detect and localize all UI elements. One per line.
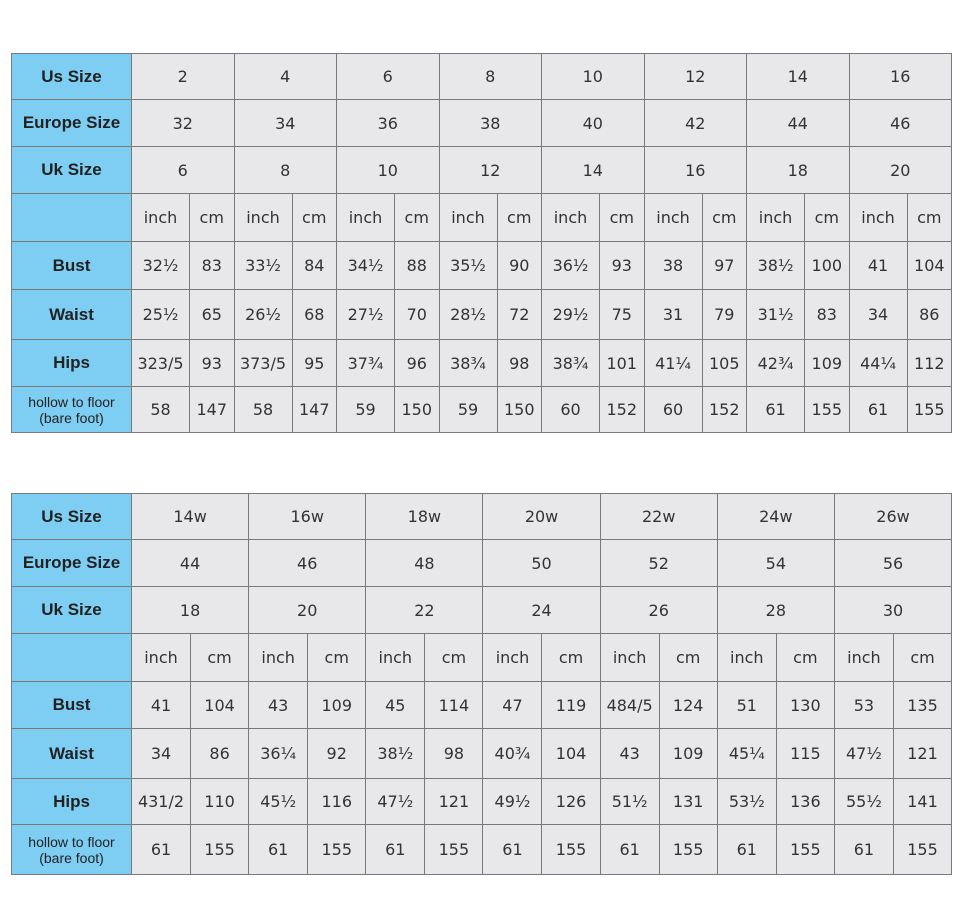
bust-inch: 484/5 (600, 682, 659, 729)
hips-label: Hips (12, 779, 132, 825)
unit-cm: cm (542, 634, 600, 682)
unit-inch: inch (747, 194, 805, 242)
hips-inch: 53½ (717, 779, 776, 825)
waist-inch: 40¾ (483, 729, 542, 779)
unit-inch: inch (834, 634, 893, 682)
hollow-to-floor-cm: 155 (907, 387, 952, 433)
bust-inch: 34½ (337, 242, 395, 290)
hips-inch: 431/2 (132, 779, 191, 825)
waist-inch: 25½ (132, 290, 190, 340)
bust-label: Bust (12, 242, 132, 290)
waist-inch: 29½ (542, 290, 600, 340)
us-size-value: 26w (834, 494, 951, 540)
waist-inch: 34 (132, 729, 191, 779)
unit-inch: inch (132, 194, 190, 242)
waist-inch: 26½ (234, 290, 292, 340)
waist-inch: 36¼ (249, 729, 308, 779)
bust-inch: 41 (132, 682, 191, 729)
waist-cm: 86 (191, 729, 249, 779)
unit-inch: inch (337, 194, 395, 242)
bust-row (12, 682, 952, 729)
bust-cm: 97 (702, 242, 747, 290)
bust-cm: 88 (395, 242, 440, 290)
waist-inch: 47½ (834, 729, 893, 779)
unit-cm: cm (600, 194, 645, 242)
uk-size-label: Uk Size (12, 587, 132, 634)
hips-inch: 47½ (366, 779, 425, 825)
unit-label (12, 194, 132, 242)
hollow-to-floor-inch: 61 (483, 825, 542, 875)
bust-cm: 124 (659, 682, 717, 729)
bust-inch: 51 (717, 682, 776, 729)
europe-size-row (12, 540, 952, 587)
waist-cm: 98 (425, 729, 483, 779)
us-size-value: 22w (600, 494, 717, 540)
hips-inch: 45½ (249, 779, 308, 825)
uk-size-value: 16 (644, 147, 747, 194)
waist-inch: 45¼ (717, 729, 776, 779)
hollow-to-floor-row (12, 825, 952, 875)
hips-inch: 55½ (834, 779, 893, 825)
europe-size-value: 52 (600, 540, 717, 587)
uk-size-value: 10 (337, 147, 440, 194)
hollow-to-floor-cm: 155 (659, 825, 717, 875)
us-size-row (12, 494, 952, 540)
europe-size-value: 50 (483, 540, 600, 587)
hollow-to-floor-cm: 147 (292, 387, 337, 433)
waist-cm: 70 (395, 290, 440, 340)
unit-cm: cm (702, 194, 747, 242)
hollow-to-floor-cm: 147 (190, 387, 235, 433)
hollow-to-floor-inch: 61 (834, 825, 893, 875)
unit-inch: inch (483, 634, 542, 682)
bust-inch: 33½ (234, 242, 292, 290)
waist-cm: 83 (805, 290, 850, 340)
hips-cm: 101 (600, 340, 645, 387)
hollow-to-floor-row (12, 387, 952, 433)
hollow-to-floor-cm: 152 (600, 387, 645, 433)
waist-inch: 28½ (439, 290, 497, 340)
hollow-to-floor-inch: 61 (132, 825, 191, 875)
hollow-to-floor-cm: 155 (893, 825, 951, 875)
bust-cm: 104 (191, 682, 249, 729)
hips-inch: 373/5 (234, 340, 292, 387)
uk-size-label: Uk Size (12, 147, 132, 194)
waist-inch: 31 (644, 290, 702, 340)
hips-inch: 42¾ (747, 340, 805, 387)
hips-cm: 105 (702, 340, 747, 387)
us-size-value: 24w (717, 494, 834, 540)
hollow-to-floor-inch: 60 (542, 387, 600, 433)
hollow-to-floor-inch: 61 (249, 825, 308, 875)
hips-cm: 93 (190, 340, 235, 387)
waist-cm: 68 (292, 290, 337, 340)
bust-inch: 35½ (439, 242, 497, 290)
europe-size-value: 34 (234, 100, 337, 147)
bust-inch: 43 (249, 682, 308, 729)
hips-cm: 98 (497, 340, 542, 387)
unit-cm: cm (191, 634, 249, 682)
waist-cm: 75 (600, 290, 645, 340)
us-size-value: 8 (439, 54, 542, 100)
waist-cm: 121 (893, 729, 951, 779)
unit-inch: inch (717, 634, 776, 682)
bust-inch: 36½ (542, 242, 600, 290)
europe-size-value: 32 (132, 100, 235, 147)
hips-cm: 110 (191, 779, 249, 825)
uk-size-value: 8 (234, 147, 337, 194)
europe-size-label: Europe Size (12, 100, 132, 147)
us-size-value: 2 (132, 54, 235, 100)
hips-inch: 38¾ (439, 340, 497, 387)
us-size-value: 10 (542, 54, 645, 100)
hollow-to-floor-cm: 155 (308, 825, 366, 875)
hollow-to-floor-cm: 150 (497, 387, 542, 433)
us-size-label: Us Size (12, 54, 132, 100)
bust-cm: 93 (600, 242, 645, 290)
hollow-to-floor-inch: 59 (337, 387, 395, 433)
uk-size-value: 20 (249, 587, 366, 634)
waist-cm: 92 (308, 729, 366, 779)
unit-label (12, 634, 132, 682)
uk-size-value: 6 (132, 147, 235, 194)
hollow-to-floor-cm: 150 (395, 387, 440, 433)
bust-cm: 135 (893, 682, 951, 729)
unit-cm: cm (190, 194, 235, 242)
us-size-value: 16w (249, 494, 366, 540)
us-size-value: 14w (132, 494, 249, 540)
bust-cm: 104 (907, 242, 952, 290)
uk-size-value: 28 (717, 587, 834, 634)
europe-size-value: 54 (717, 540, 834, 587)
bust-cm: 114 (425, 682, 483, 729)
waist-inch: 27½ (337, 290, 395, 340)
unit-row (12, 194, 952, 242)
waist-row (12, 729, 952, 779)
waist-cm: 72 (497, 290, 542, 340)
uk-size-value: 24 (483, 587, 600, 634)
bust-inch: 45 (366, 682, 425, 729)
hips-row (12, 340, 952, 387)
unit-cm: cm (907, 194, 952, 242)
bust-inch: 38½ (747, 242, 805, 290)
unit-cm: cm (497, 194, 542, 242)
waist-cm: 79 (702, 290, 747, 340)
europe-size-label: Europe Size (12, 540, 132, 587)
uk-size-value: 30 (834, 587, 951, 634)
hollow-to-floor-cm: 155 (542, 825, 600, 875)
hips-inch: 44¼ (849, 340, 907, 387)
unit-inch: inch (542, 194, 600, 242)
hips-cm: 116 (308, 779, 366, 825)
us-size-value: 6 (337, 54, 440, 100)
hips-inch: 41¼ (644, 340, 702, 387)
hips-cm: 121 (425, 779, 483, 825)
hollow-to-floor-inch: 59 (439, 387, 497, 433)
waist-cm: 109 (659, 729, 717, 779)
hips-cm: 131 (659, 779, 717, 825)
uk-size-value: 12 (439, 147, 542, 194)
hips-inch: 38¾ (542, 340, 600, 387)
unit-inch: inch (234, 194, 292, 242)
unit-cm: cm (805, 194, 850, 242)
bust-inch: 38 (644, 242, 702, 290)
uk-size-value: 20 (849, 147, 952, 194)
europe-size-value: 42 (644, 100, 747, 147)
europe-size-row (12, 100, 952, 147)
waist-label: Waist (12, 290, 132, 340)
hips-inch: 51½ (600, 779, 659, 825)
hollow-label-line2: (bare foot) (39, 409, 104, 426)
hollow-to-floor-label (12, 825, 132, 875)
hollow-to-floor-cm: 155 (191, 825, 249, 875)
hollow-label-line2: (bare foot) (39, 849, 104, 866)
uk-size-value: 26 (600, 587, 717, 634)
bust-row (12, 242, 952, 290)
us-size-value: 20w (483, 494, 600, 540)
waist-inch: 38½ (366, 729, 425, 779)
bust-cm: 130 (776, 682, 834, 729)
us-size-value: 12 (644, 54, 747, 100)
hollow-to-floor-cm: 155 (425, 825, 483, 875)
bust-cm: 90 (497, 242, 542, 290)
bust-inch: 41 (849, 242, 907, 290)
europe-size-value: 44 (747, 100, 850, 147)
hips-cm: 136 (776, 779, 834, 825)
bust-inch: 32½ (132, 242, 190, 290)
hollow-label-line1: hollow to floor (28, 393, 115, 410)
plus-size-chart (11, 493, 952, 875)
hips-cm: 112 (907, 340, 952, 387)
europe-size-value: 44 (132, 540, 249, 587)
bust-cm: 84 (292, 242, 337, 290)
europe-size-value: 46 (249, 540, 366, 587)
hollow-label-line1: hollow to floor (28, 833, 115, 850)
unit-inch: inch (132, 634, 191, 682)
europe-size-value: 40 (542, 100, 645, 147)
waist-cm: 65 (190, 290, 235, 340)
unit-cm: cm (893, 634, 951, 682)
us-size-row (12, 54, 952, 100)
unit-inch: inch (849, 194, 907, 242)
us-size-label: Us Size (12, 494, 132, 540)
waist-inch: 34 (849, 290, 907, 340)
unit-cm: cm (292, 194, 337, 242)
unit-cm: cm (425, 634, 483, 682)
waist-row (12, 290, 952, 340)
waist-inch: 43 (600, 729, 659, 779)
unit-row (12, 634, 952, 682)
hollow-to-floor-inch: 61 (366, 825, 425, 875)
standard-size-chart (11, 53, 952, 433)
unit-cm: cm (776, 634, 834, 682)
uk-size-row (12, 587, 952, 634)
hollow-to-floor-inch: 58 (234, 387, 292, 433)
hollow-to-floor-cm: 155 (805, 387, 850, 433)
hollow-to-floor-inch: 61 (849, 387, 907, 433)
europe-size-value: 48 (366, 540, 483, 587)
hollow-to-floor-inch: 58 (132, 387, 190, 433)
hips-inch: 323/5 (132, 340, 190, 387)
unit-inch: inch (644, 194, 702, 242)
unit-cm: cm (395, 194, 440, 242)
us-size-value: 14 (747, 54, 850, 100)
bust-cm: 119 (542, 682, 600, 729)
hollow-to-floor-cm: 155 (776, 825, 834, 875)
uk-size-value: 18 (747, 147, 850, 194)
unit-inch: inch (249, 634, 308, 682)
us-size-value: 18w (366, 494, 483, 540)
hips-row (12, 779, 952, 825)
hips-inch: 37¾ (337, 340, 395, 387)
bust-cm: 83 (190, 242, 235, 290)
hips-cm: 95 (292, 340, 337, 387)
europe-size-value: 56 (834, 540, 951, 587)
unit-inch: inch (366, 634, 425, 682)
bust-inch: 53 (834, 682, 893, 729)
bust-cm: 100 (805, 242, 850, 290)
us-size-value: 16 (849, 54, 952, 100)
hips-cm: 126 (542, 779, 600, 825)
waist-cm: 115 (776, 729, 834, 779)
waist-cm: 86 (907, 290, 952, 340)
europe-size-value: 38 (439, 100, 542, 147)
unit-cm: cm (308, 634, 366, 682)
hips-cm: 109 (805, 340, 850, 387)
waist-cm: 104 (542, 729, 600, 779)
hips-cm: 96 (395, 340, 440, 387)
uk-size-value: 22 (366, 587, 483, 634)
bust-inch: 47 (483, 682, 542, 729)
hollow-to-floor-inch: 61 (717, 825, 776, 875)
waist-label: Waist (12, 729, 132, 779)
unit-inch: inch (439, 194, 497, 242)
bust-label: Bust (12, 682, 132, 729)
europe-size-value: 36 (337, 100, 440, 147)
hips-inch: 49½ (483, 779, 542, 825)
hollow-to-floor-inch: 61 (600, 825, 659, 875)
hollow-to-floor-cm: 152 (702, 387, 747, 433)
unit-inch: inch (600, 634, 659, 682)
unit-cm: cm (659, 634, 717, 682)
uk-size-row (12, 147, 952, 194)
hollow-to-floor-inch: 61 (747, 387, 805, 433)
europe-size-value: 46 (849, 100, 952, 147)
hips-cm: 141 (893, 779, 951, 825)
uk-size-value: 18 (132, 587, 249, 634)
hollow-to-floor-inch: 60 (644, 387, 702, 433)
bust-cm: 109 (308, 682, 366, 729)
hollow-to-floor-label (12, 387, 132, 433)
us-size-value: 4 (234, 54, 337, 100)
waist-inch: 31½ (747, 290, 805, 340)
hips-label: Hips (12, 340, 132, 387)
uk-size-value: 14 (542, 147, 645, 194)
